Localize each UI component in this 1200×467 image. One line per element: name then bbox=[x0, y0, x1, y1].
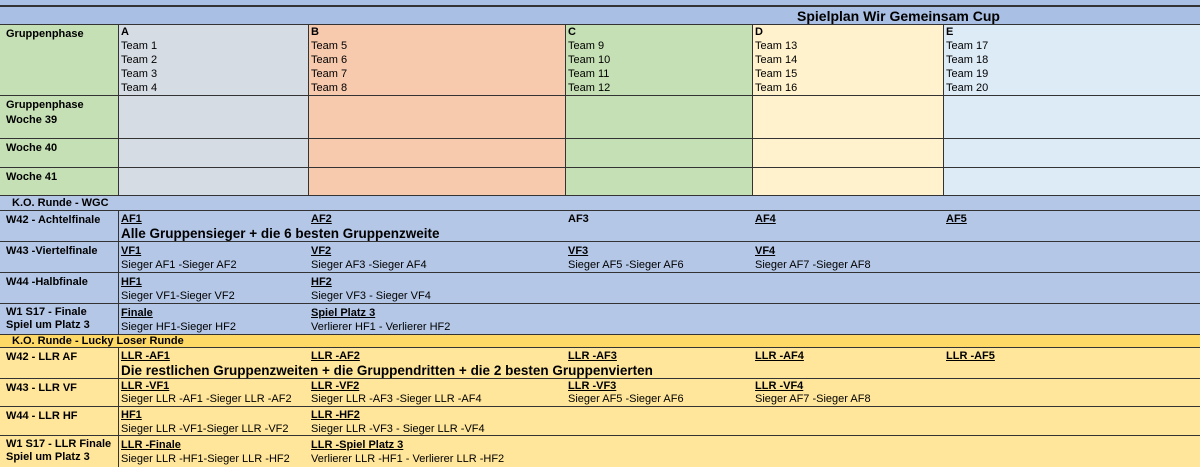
match-title[interactable]: LLR -AF4 bbox=[755, 350, 804, 362]
match-title: VF1 bbox=[121, 245, 142, 257]
week-label-cell bbox=[0, 96, 119, 138]
qualification-note: Die restlichen Gruppenzweiten + die Gruppendritten + die 2 besten Gruppenvierten bbox=[121, 363, 653, 378]
ko-llr-final-row bbox=[0, 436, 1200, 467]
ko-llr-header: K.O. Runde - Lucky Loser Runde bbox=[12, 335, 184, 347]
match-title: LLR -Spiel Platz 3 bbox=[311, 439, 404, 451]
match-cell[interactable] bbox=[119, 168, 309, 195]
match-pairing: Sieger LLR -VF1-Sieger LLR -VF2 bbox=[121, 423, 289, 435]
team-cell: Team 3 bbox=[121, 68, 158, 80]
match-pairing: Sieger LLR -AF1 -Sieger LLR -AF2 bbox=[121, 393, 292, 405]
round-label-cell bbox=[0, 273, 119, 303]
match-cell[interactable] bbox=[753, 168, 944, 195]
round-label: W42 - LLR AF bbox=[6, 351, 78, 363]
match-cell[interactable] bbox=[755, 244, 871, 272]
match-cell[interactable] bbox=[121, 438, 290, 466]
match-cell[interactable] bbox=[311, 306, 450, 334]
team-cell: Team 15 bbox=[755, 68, 798, 80]
team-cell: Team 19 bbox=[946, 68, 989, 80]
match-cell[interactable] bbox=[309, 96, 566, 138]
group-c-cell[interactable] bbox=[566, 25, 753, 95]
match-title[interactable]: LLR -AF2 bbox=[311, 350, 360, 362]
page-title: Spielplan Wir Gemeinsam Cup bbox=[797, 8, 1000, 24]
match-title[interactable]: AF2 bbox=[311, 213, 332, 225]
match-pairing: Sieger LLR -HF1-Sieger LLR -HF2 bbox=[121, 453, 290, 465]
round-label: W42 - Achtelfinale bbox=[6, 214, 101, 226]
match-title: Spiel Platz 3 bbox=[311, 307, 376, 319]
match-title[interactable]: AF1 bbox=[121, 213, 142, 225]
team-cell: Team 10 bbox=[568, 54, 611, 66]
match-title: HF1 bbox=[121, 409, 142, 421]
team-cell: Team 11 bbox=[568, 68, 610, 80]
match-pairing: Sieger AF5 -Sieger AF6 bbox=[568, 393, 684, 405]
match-cell[interactable] bbox=[311, 244, 427, 272]
match-pairing: Sieger LLR -VF3 - Sieger LLR -VF4 bbox=[311, 423, 485, 435]
group-b-name: B bbox=[311, 26, 319, 38]
round-label-cell bbox=[0, 436, 119, 467]
match-pairing: Sieger VF3 - Sieger VF4 bbox=[311, 290, 431, 302]
match-title: LLR -Finale bbox=[121, 439, 181, 451]
round-label: W43 -Viertelfinale bbox=[6, 245, 98, 257]
round-label: W1 S17 - Finale Spiel um Platz 3 bbox=[6, 306, 90, 331]
team-cell: Team 18 bbox=[946, 54, 989, 66]
match-pairing: Sieger LLR -AF3 -Sieger LLR -AF4 bbox=[311, 393, 482, 405]
round-label: W44 - LLR HF bbox=[6, 410, 78, 422]
match-cell[interactable] bbox=[566, 96, 753, 138]
round-label-cell bbox=[0, 242, 119, 272]
round-label-cell bbox=[0, 407, 119, 435]
match-title[interactable]: AF3 bbox=[568, 213, 589, 225]
round-label-cell bbox=[0, 348, 119, 378]
group-d-cell[interactable] bbox=[753, 25, 944, 95]
team-cell: Team 5 bbox=[311, 40, 348, 52]
match-pairing: Sieger AF5 -Sieger AF6 bbox=[568, 259, 684, 271]
match-title: VF2 bbox=[311, 245, 332, 257]
match-title: Finale bbox=[121, 307, 153, 319]
team-cell: Team 1 bbox=[121, 40, 158, 52]
match-title: HF2 bbox=[311, 276, 332, 288]
group-phase-label: Gruppenphase bbox=[6, 28, 84, 40]
match-cell[interactable] bbox=[568, 244, 684, 272]
match-cell[interactable] bbox=[753, 96, 944, 138]
round-label-cell bbox=[0, 304, 119, 334]
match-title[interactable]: AF5 bbox=[946, 213, 967, 225]
match-cell[interactable] bbox=[753, 139, 944, 167]
week-label-cell bbox=[0, 139, 119, 167]
week-41-row bbox=[0, 168, 1200, 196]
match-cell[interactable] bbox=[121, 306, 236, 334]
match-cell[interactable] bbox=[755, 380, 871, 406]
match-title: LLR -VF1 bbox=[121, 380, 170, 392]
title-row bbox=[0, 6, 1200, 25]
team-cell: Team 13 bbox=[755, 40, 798, 52]
match-cell[interactable] bbox=[944, 96, 1200, 138]
match-pairing: Verlierer HF1 - Verlierer HF2 bbox=[311, 321, 451, 333]
ko-llr-hf-row bbox=[0, 407, 1200, 436]
match-title: VF4 bbox=[755, 245, 776, 257]
match-title: HF1 bbox=[121, 276, 142, 288]
team-cell: Team 2 bbox=[121, 54, 158, 66]
ko-wgc-header: K.O. Runde - WGC bbox=[12, 197, 109, 209]
team-cell: Team 7 bbox=[311, 68, 348, 80]
group-e-name: E bbox=[946, 26, 954, 38]
match-cell[interactable] bbox=[121, 380, 292, 406]
match-title: LLR -VF4 bbox=[755, 380, 804, 392]
group-a-name: A bbox=[121, 26, 129, 38]
match-title: LLR -VF3 bbox=[568, 380, 617, 392]
week-label: Woche 41 bbox=[6, 171, 58, 183]
round-label: W1 S17 - LLR Finale Spiel um Platz 3 bbox=[6, 438, 112, 463]
team-cell: Team 4 bbox=[121, 82, 158, 94]
round-label-cell bbox=[0, 379, 119, 406]
match-title: VF3 bbox=[568, 245, 589, 257]
match-pairing: Sieger VF1-Sieger VF2 bbox=[121, 290, 235, 302]
match-cell[interactable] bbox=[309, 168, 566, 195]
match-pairing: Sieger AF7 -Sieger AF8 bbox=[755, 393, 871, 405]
match-cell[interactable] bbox=[311, 408, 485, 436]
team-cell: Team 9 bbox=[568, 40, 605, 52]
match-title: LLR -VF2 bbox=[311, 380, 360, 392]
team-cell: Team 16 bbox=[755, 82, 798, 94]
match-cell[interactable] bbox=[121, 275, 235, 303]
ko-wgc-af-row bbox=[0, 211, 1200, 242]
match-title[interactable]: LLR -AF1 bbox=[121, 350, 170, 362]
group-b-cell[interactable] bbox=[309, 25, 566, 95]
team-cell: Team 20 bbox=[946, 82, 989, 94]
round-label: W43 - LLR VF bbox=[6, 382, 77, 394]
round-label-cell bbox=[0, 211, 119, 241]
match-title[interactable]: LLR -AF3 bbox=[568, 350, 617, 362]
match-cell[interactable] bbox=[121, 244, 237, 272]
match-title[interactable]: LLR -AF5 bbox=[946, 350, 995, 362]
match-pairing: Verlierer LLR -HF1 - Verlierer LLR -HF2 bbox=[311, 453, 505, 465]
week-40-row bbox=[0, 139, 1200, 168]
team-cell: Team 6 bbox=[311, 54, 348, 66]
week-label-cell bbox=[0, 168, 119, 195]
ko-llr-header-row bbox=[0, 335, 1200, 348]
ko-wgc-header-row bbox=[0, 196, 1200, 211]
team-cell: Team 12 bbox=[568, 82, 611, 94]
week-label: Gruppenphase Woche 39 bbox=[6, 99, 84, 126]
week-label: Woche 40 bbox=[6, 142, 58, 154]
ko-wgc-final-row bbox=[0, 304, 1200, 335]
match-cell[interactable] bbox=[119, 96, 309, 138]
match-cell[interactable] bbox=[568, 380, 684, 406]
qualification-note: Alle Gruppensieger + die 6 besten Gruppenzweite bbox=[121, 226, 440, 241]
match-cell[interactable] bbox=[944, 139, 1200, 167]
group-teams-row bbox=[0, 25, 1200, 96]
round-label: W44 -Halbfinale bbox=[6, 276, 88, 288]
group-c-name: C bbox=[568, 26, 576, 38]
ko-llr-af-row bbox=[0, 348, 1200, 379]
match-cell[interactable] bbox=[311, 380, 482, 406]
group-phase-label-cell bbox=[0, 25, 119, 95]
match-cell[interactable] bbox=[311, 275, 431, 303]
week-39-row bbox=[0, 96, 1200, 139]
ko-wgc-hf-row bbox=[0, 273, 1200, 304]
match-pairing: Sieger AF7 -Sieger AF8 bbox=[755, 259, 871, 271]
team-cell: Team 14 bbox=[755, 54, 798, 66]
match-title: LLR -HF2 bbox=[311, 409, 360, 421]
ko-llr-vf-row bbox=[0, 379, 1200, 407]
match-cell[interactable] bbox=[309, 139, 566, 167]
group-a-cell[interactable] bbox=[119, 25, 309, 95]
match-cell[interactable] bbox=[566, 168, 753, 195]
match-pairing: Sieger AF3 -Sieger AF4 bbox=[311, 259, 427, 271]
match-cell[interactable] bbox=[121, 408, 289, 436]
match-pairing: Sieger AF1 -Sieger AF2 bbox=[121, 259, 237, 271]
match-cell[interactable] bbox=[566, 139, 753, 167]
match-cell[interactable] bbox=[311, 438, 504, 466]
ko-wgc-vf-row bbox=[0, 242, 1200, 273]
team-cell: Team 8 bbox=[311, 82, 348, 94]
match-pairing: Sieger HF1-Sieger HF2 bbox=[121, 321, 236, 333]
match-cell[interactable] bbox=[944, 168, 1200, 195]
group-e-cell[interactable] bbox=[944, 25, 1200, 95]
group-d-name: D bbox=[755, 26, 763, 38]
match-title[interactable]: AF4 bbox=[755, 213, 776, 225]
match-cell[interactable] bbox=[119, 139, 309, 167]
team-cell: Team 17 bbox=[946, 40, 989, 52]
